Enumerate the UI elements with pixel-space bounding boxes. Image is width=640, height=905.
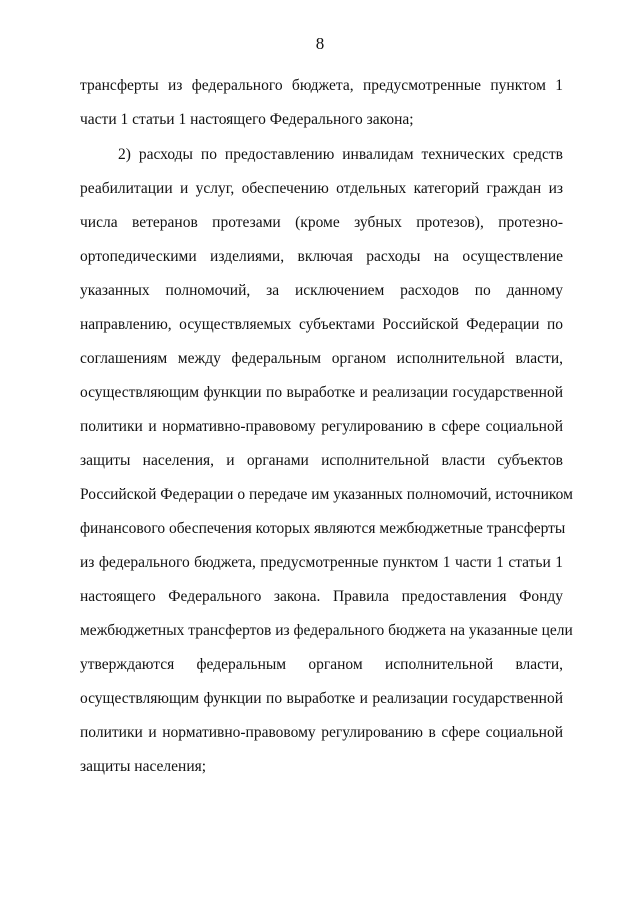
paragraph-line: осуществляющим функции по выработке и реализации государственной xyxy=(80,384,563,401)
paragraph-line: утверждаются федеральным органом исполнительной власти, xyxy=(80,656,563,673)
paragraph-line: ортопедическими изделиями, включая расходы на осуществление xyxy=(80,248,563,265)
paragraph-line: трансферты из федерального бюджета, предусмотренные пунктом 1 xyxy=(80,77,563,94)
paragraph-line: осуществляющим функции по выработке и реализации государственной xyxy=(80,690,563,707)
paragraph-line: направлению, осуществляемых субъектами Российской Федерации по xyxy=(80,316,563,333)
page-number: 8 xyxy=(315,34,325,53)
paragraph-line: 2) расходы по предоставлению инвалидам технических средств xyxy=(118,146,563,163)
paragraph-line: финансового обеспечения которых являются межбюджетные трансферты xyxy=(80,520,566,537)
paragraph-line: из федерального бюджета, предусмотренные пунктом 1 части 1 статьи 1 xyxy=(80,554,563,571)
paragraph-2 xyxy=(80,144,573,790)
paragraph-line: защиты населения, и органами исполнительной власти субъектов xyxy=(80,452,563,469)
paragraph-line: политики и нормативно-правовому регулированию в сфере социальной xyxy=(80,418,563,435)
paragraph-1 xyxy=(80,75,563,143)
paragraph-line: части 1 статьи 1 настоящего Федерального закона; xyxy=(80,111,414,128)
paragraph-line: указанных полномочий, за исключением расходов по данному xyxy=(80,282,563,299)
paragraph-line: реабилитации и услуг, обеспечению отдельных категорий граждан из xyxy=(80,180,563,197)
paragraph-line: числа ветеранов протезами (кроме зубных протезов), протезно- xyxy=(80,214,563,231)
paragraph-line: Российской Федерации о передаче им указанных полномочий, источником xyxy=(80,486,573,503)
paragraph-line: соглашениям между федеральным органом исполнительной власти, xyxy=(80,350,563,367)
paragraph-line: межбюджетных трансфертов из федерального бюджета на указанные цели xyxy=(80,622,573,639)
paragraph-line: политики и нормативно-правовому регулированию в сфере социальной xyxy=(80,724,563,741)
paragraph-line: настоящего Федерального закона. Правила предоставления Фонду xyxy=(80,588,563,605)
paragraph-line: защиты населения; xyxy=(80,758,207,775)
